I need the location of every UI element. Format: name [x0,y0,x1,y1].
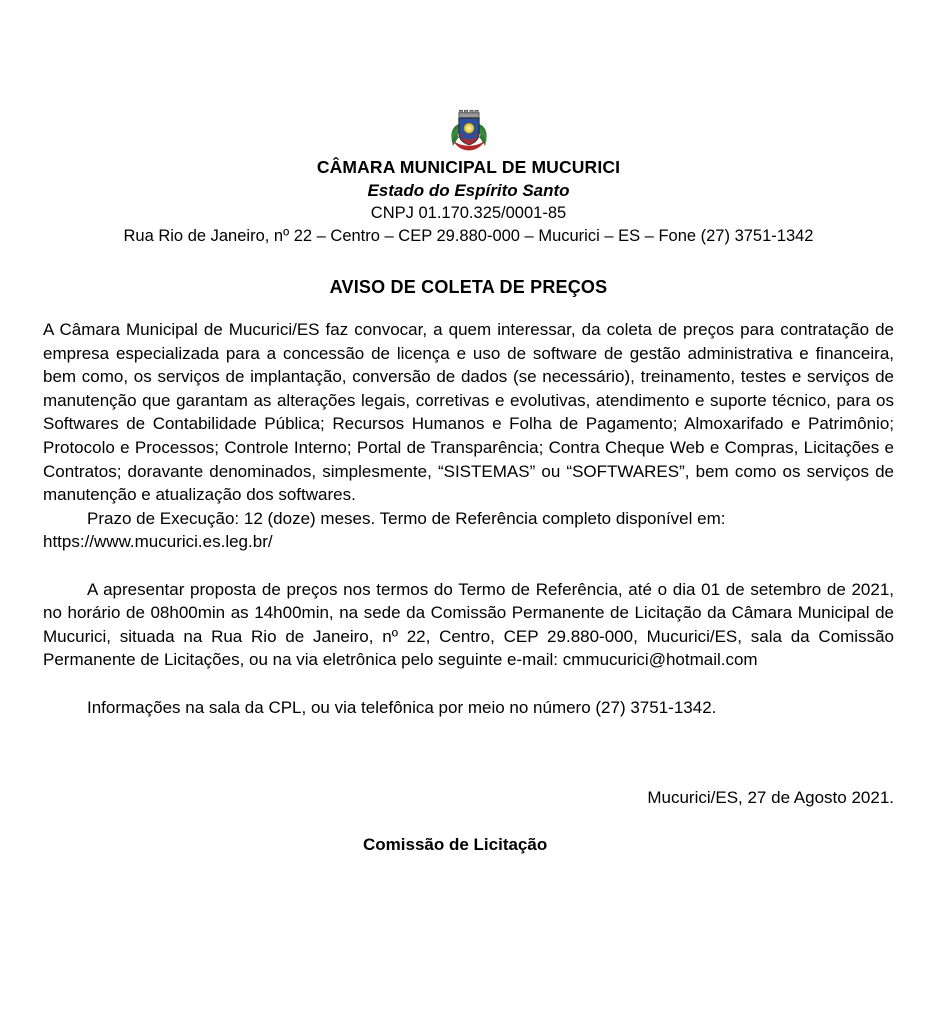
paragraph-spacer [43,672,894,696]
document-body [43,318,894,719]
signature-signer: Comissão de Licitação [363,835,548,854]
letterhead [0,0,937,248]
reference-term-url[interactable]: https://www.mucurici.es.leg.br/ [43,532,273,552]
body-paragraph-2: Prazo de Execução: 12 (doze) meses. Termo de Referência completo disponível em: [87,508,726,528]
body-paragraph-3: A apresentar proposta de preços nos termos do Termo de Referência, até o dia 01 de setembro de 2021, no horário de 08h00min as 14h00min, na sede da Comissão Permanente de Licitação da Câmara Municipal de Mucurici, situada na Rua Rio de Janeiro, nº 22, Centro, CEP 29.880-000, Mucurici/ES, sala da Comissão Permanente de Licitações, ou na via eletrônica pelo seguinte e-mail: cmmucurici@hotmail.com [43,579,894,670]
organization-cnpj: CNPJ 01.170.325/0001-85 [370,204,567,222]
body-paragraph-1: A Câmara Municipal de Mucurici/ES faz convocar, a quem interessar, da coleta de preços para contratação de empresa especializada para a concessão de licença e uso de software de gestão administrativa e financeira, bem como, os serviços de implantação, conversão de dados (se necessário), treinamento, testes e serviços de manutenção que garantam as alterações legais, corretivas e evolutivas, atendimento e suporte técnico, para os Softwares de Contabilidade Pública; Recursos Humanos e Folha de Pagamento; Almoxarifado e Patrimônio; Protocolo e Processos; Controle Interno; Portal de Transparência; Contra Cheque Web e Compras, Licitações e Contratos; doravante denominados, simplesmente, “SISTEMAS” ou “SOFTWARES”, bem como os serviços de manutenção e atualização dos softwares. [43,320,894,505]
body-paragraph-4: Informações na sala da CPL, ou via telefônica por meio no número (27) 3751-1342. [87,697,717,717]
organization-address: Rua Rio de Janeiro, nº 22 – Centro – CEP 29.880-000 – Mucurici – ES – Fone (27) 3751-1342 [123,227,814,245]
organization-name: CÂMARA MUNICIPAL DE MUCURICI [316,157,621,177]
coat-of-arms-emblem [446,108,492,154]
organization-state: Estado do Espírito Santo [367,181,570,200]
paragraph-spacer [43,554,894,578]
document-title: AVISO DE COLETA DE PREÇOS [329,277,608,297]
signature-place-and-date: Mucurici/ES, 27 de Agosto 2021. [647,788,894,807]
